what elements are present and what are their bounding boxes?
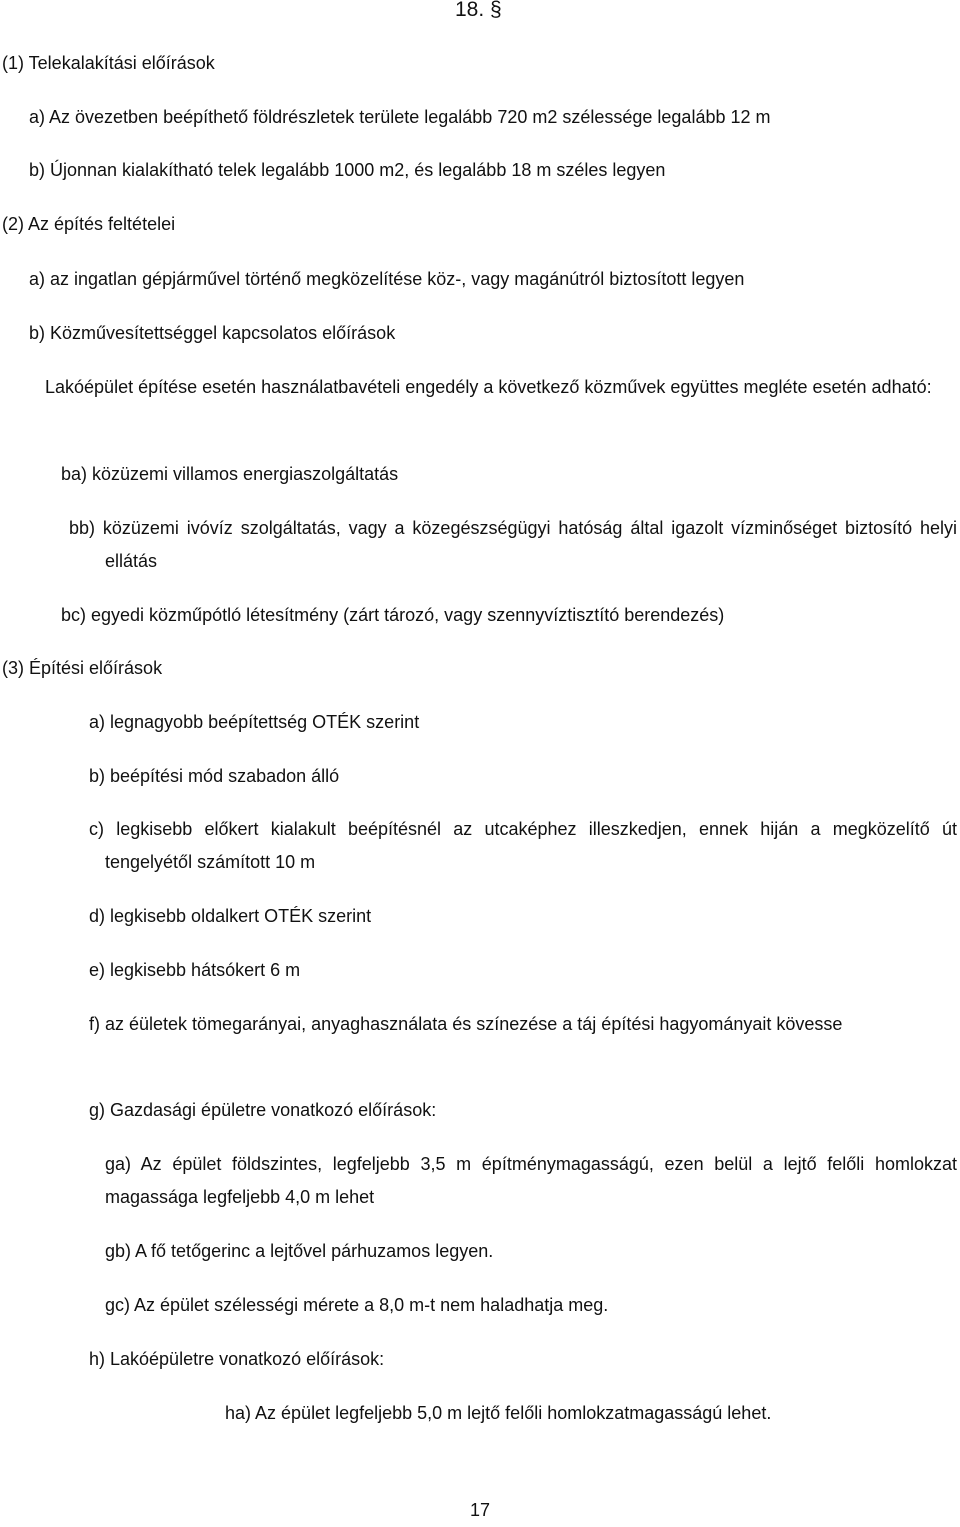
paragraph-3-item-c <box>89 813 957 879</box>
paragraph-2-item-bc: bc) egyedi közműpótló létesítmény (zárt tározó, vagy szennyvíztisztító berendezés) <box>61 605 725 625</box>
paragraph-3-item-ga <box>105 1148 957 1214</box>
paragraph-3-item-a: a) legnagyobb beépítettség OTÉK szerint <box>89 712 420 732</box>
paragraph-2-item-a: a) az ingatlan gépjárművel történő megközelítése köz-, vagy magánútról biztosított legyen <box>29 269 745 289</box>
paragraph-3-item-d: d) legkisebb oldalkert OTÉK szerint <box>89 906 372 926</box>
page-number: 17 <box>469 1500 491 1520</box>
paragraph-3-item-f-text: f) az éületek tömegarányai, anyaghasználata és színezése a táj építési hagyományait kövesse <box>89 1014 843 1034</box>
section-title: 18. § <box>455 0 502 21</box>
paragraph-3-item-ga-text: ga) Az épület földszintes, legfeljebb 3,5 m építménymagasságú, ezen belül a lejtő felőli homlokzat magassága legfeljebb 4,0 m lehet <box>105 1154 957 1207</box>
utility-requirement-text: Lakóépület építése esetén használatbavételi engedély a következő közművek együttes megléte esetén adható: <box>45 377 932 397</box>
paragraph-2-item-bb <box>69 512 957 578</box>
paragraph-3-heading: (3) Építési előírások <box>2 658 163 678</box>
paragraph-3-item-g: g) Gazdasági épületre vonatkozó előírások: <box>89 1100 437 1120</box>
paragraph-3-item-f <box>89 1008 957 1041</box>
paragraph-3-item-e: e) legkisebb hátsókert 6 m <box>89 960 301 980</box>
paragraph-3-item-c-text: c) legkisebb előkert kialakult beépítésnél az utcaképhez illeszkedjen, ennek hiján a megközelítő út tengelyétől számított 10 m <box>89 819 957 872</box>
paragraph-3-item-ha: ha) Az épület legfeljebb 5,0 m lejtő felőli homlokzatmagasságú lehet. <box>225 1403 772 1423</box>
paragraph-3-item-b: b) beépítési mód szabadon álló <box>89 766 340 786</box>
paragraph-1-item-a: a) Az övezetben beépíthető földrészletek területe legalább 720 m2 szélessége legalább 12 m <box>29 107 771 127</box>
paragraph-2-heading: (2) Az építés feltételei <box>2 214 176 234</box>
paragraph-2-item-ba: ba) közüzemi villamos energiaszolgáltatás <box>61 464 399 484</box>
paragraph-3-item-h: h) Lakóépületre vonatkozó előírások: <box>89 1349 385 1369</box>
paragraph-3-item-gb: gb) A fő tetőgerinc a lejtővel párhuzamos legyen. <box>105 1241 494 1261</box>
paragraph-2-item-b: b) Közművesítettséggel kapcsolatos előírások <box>29 323 396 343</box>
paragraph-2-item-bb-text: bb) közüzemi ivóvíz szolgáltatás, vagy a közegészségügyi hatóság által igazolt vízminőséget biztosító helyi ellátás <box>69 518 957 571</box>
paragraph-1-item-b: b) Újonnan kialakítható telek legalább 1000 m2, és legalább 18 m széles legyen <box>29 160 666 180</box>
paragraph-3-item-gc: gc) Az épület szélességi mérete a 8,0 m-t nem haladhatja meg. <box>105 1295 609 1315</box>
paragraph-1-heading: (1) Telekalakítási előírások <box>2 53 215 73</box>
